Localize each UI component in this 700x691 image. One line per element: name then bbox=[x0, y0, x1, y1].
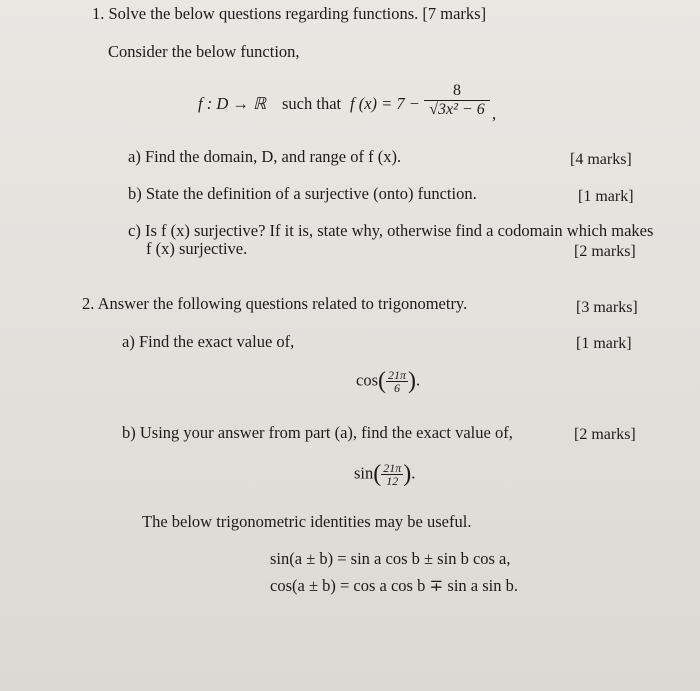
q1-title: 1. Solve the below questions regarding functions. [7 marks] bbox=[92, 4, 487, 23]
q1b-marks: [1 mark] bbox=[578, 188, 634, 205]
identity-cos: cos(a ± b) = cos a cos b ∓ sin a sin b. bbox=[270, 576, 519, 595]
q1c-text2: f (x) surjective. bbox=[146, 239, 248, 258]
q2a-marks: [1 mark] bbox=[576, 335, 632, 352]
sin-expression bbox=[354, 461, 415, 488]
sin-open-paren: ( bbox=[373, 461, 382, 487]
fx-comma: , bbox=[492, 104, 497, 123]
cos-end: . bbox=[416, 370, 421, 390]
identity-sin: sin(a ± b) = sin a cos b ± sin b cos a, bbox=[270, 549, 511, 568]
q2b-marks: [2 marks] bbox=[574, 426, 636, 443]
cos-denominator: 6 bbox=[394, 381, 400, 395]
sin-numerator: 21π bbox=[383, 461, 402, 475]
sin-end: . bbox=[411, 463, 416, 483]
cos-close-paren: ) bbox=[408, 368, 417, 394]
q1a-text: a) Find the domain, D, and range of f (x). bbox=[128, 147, 402, 166]
cos-fraction bbox=[386, 369, 408, 394]
fx-fraction bbox=[424, 82, 490, 119]
q1c-marks: [2 marks] bbox=[574, 243, 636, 260]
cos-open-paren: ( bbox=[378, 368, 386, 394]
q1c-text: c) Is f (x) surjective? If it is, state why, otherwise find a codomain which makes bbox=[128, 221, 654, 240]
cos-expression bbox=[356, 368, 420, 395]
fx-denominator: √3x² − 6 bbox=[424, 100, 490, 119]
q2-marks: [3 marks] bbox=[576, 299, 638, 316]
cos-numerator: 21π bbox=[388, 368, 407, 382]
such-that-text: such that bbox=[282, 94, 342, 113]
q1b-text: b) State the definition of a surjective (onto) function. bbox=[128, 184, 477, 203]
function-lhs: f : D → ℝ bbox=[198, 94, 267, 113]
fx-left: f (x) = 7 − bbox=[350, 94, 420, 113]
identities-intro: The below trigonometric identities may be useful. bbox=[142, 512, 472, 531]
cos-fn: cos bbox=[356, 370, 378, 390]
fx-numerator: 8 bbox=[453, 82, 461, 99]
sin-denominator: 12 bbox=[386, 474, 399, 488]
sin-fraction bbox=[381, 462, 403, 487]
sin-fn: sin bbox=[354, 463, 374, 483]
q2b-text: b) Using your answer from part (a), find the exact value of, bbox=[122, 423, 513, 442]
q2-title: 2. Answer the following questions related to trigonometry. bbox=[82, 294, 468, 313]
sin-close-paren: ) bbox=[403, 461, 412, 487]
q2a-text: a) Find the exact value of, bbox=[122, 332, 295, 351]
q1a-marks: [4 marks] bbox=[570, 151, 632, 168]
q1-intro: Consider the below function, bbox=[108, 42, 300, 61]
